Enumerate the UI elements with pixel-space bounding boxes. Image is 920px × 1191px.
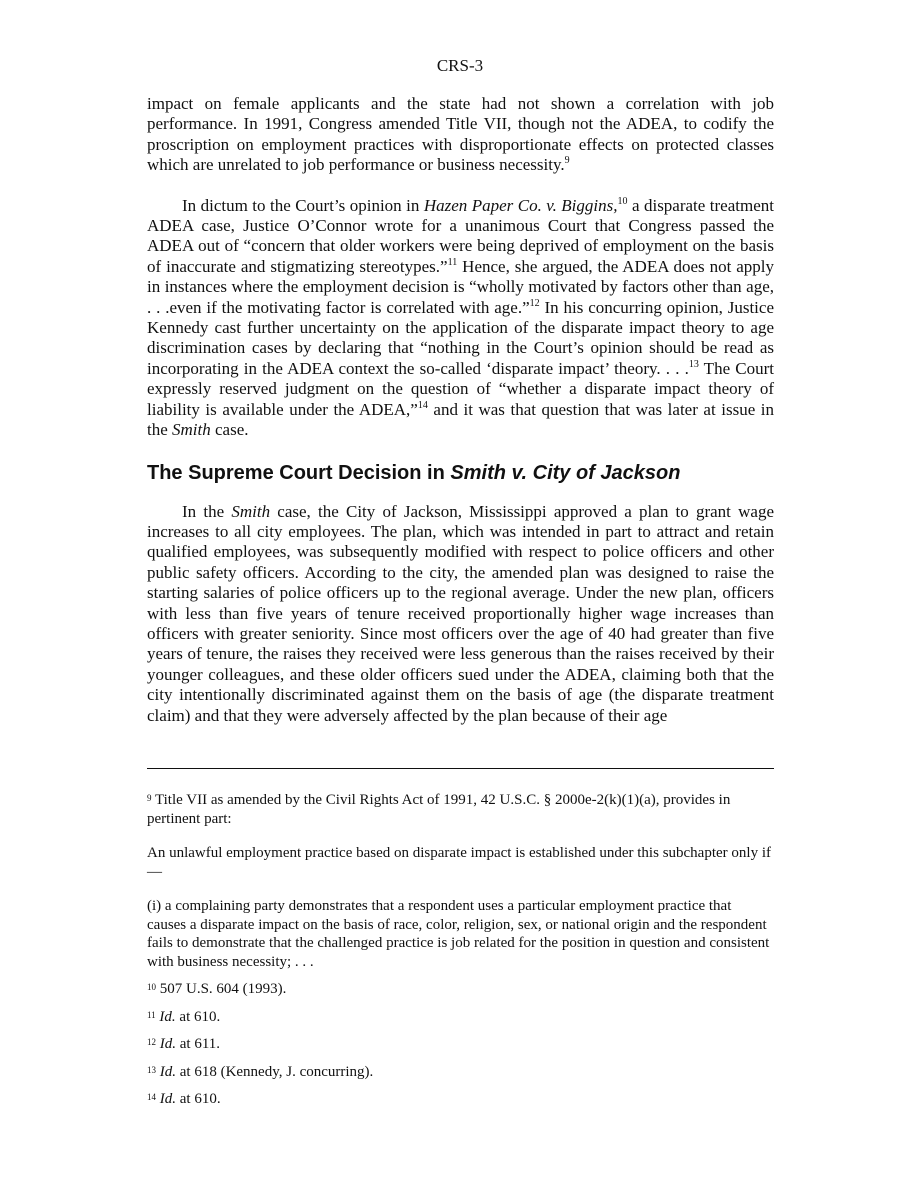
footnote-number: 14 xyxy=(147,1092,156,1102)
case-name-smith: Smith xyxy=(231,501,271,521)
footnote-divider xyxy=(147,768,774,769)
footnote-text: 507 U.S. 604 (1993). xyxy=(156,981,287,997)
footnote-text: at 618 (Kennedy, J. concurring). xyxy=(176,1063,374,1080)
heading-text: The Supreme Court Decision in xyxy=(147,461,451,484)
paragraph-text: impact on female applicants and the state had not shown a correlation with job performance. In 1991, Congress amended Title VII, though not the ADEA, to codify the proscription on employment practices with disproportionate effects on protected classes which are unrelated to job performance or business necessity. xyxy=(147,94,774,175)
footnote-quote-1: An unlawful employment practice based on disparate impact is established under this subchapter only if — xyxy=(147,845,771,880)
footnote-number: 9 xyxy=(147,793,152,803)
text-run: case. xyxy=(210,420,249,440)
footnote-ref-11: 11 xyxy=(447,256,458,268)
footnote-text: at 611. xyxy=(176,1036,221,1052)
footnote-number: 13 xyxy=(147,1064,156,1075)
text-run: The Court expressly reserved judgment on the question of “whether a disparate impact theory of liability is available under the ADEA,” xyxy=(147,358,774,419)
paragraph-hazen xyxy=(147,196,774,441)
page-number: CRS-3 xyxy=(436,56,484,75)
main-body xyxy=(147,94,774,726)
footnote-number: 11 xyxy=(147,1009,156,1020)
text-run: a disparate treatment ADEA case, Justice O’Connor wrote for a unanimous Court that Congress passed the ADEA out of “concern that older workers were being deprived of employment on the basis of inaccurate and stigmatizing stereotypes.” xyxy=(147,195,774,276)
text-run: and it was that question that was later at issue in the xyxy=(147,399,775,440)
footnote-id: Id. xyxy=(159,1091,176,1107)
footnote-12 xyxy=(147,1035,774,1054)
footnote-10 xyxy=(147,980,774,999)
footnote-number: 12 xyxy=(147,1037,156,1047)
paragraph-title-vii xyxy=(147,94,774,176)
footnote-id: Id. xyxy=(159,1063,176,1080)
text-run: In dictum to the Court’s opinion in xyxy=(182,195,424,215)
footnote-ref-12: 12 xyxy=(529,297,540,309)
footnote-id: Id. xyxy=(159,1008,176,1025)
footnote-number: 10 xyxy=(147,982,156,992)
footnote-13 xyxy=(147,1063,774,1082)
case-name-hazen: Hazen Paper Co. v. Biggins, xyxy=(423,195,618,215)
footnote-11 xyxy=(147,1008,774,1027)
heading-case-name: Smith v. City of Jackson xyxy=(450,461,681,484)
footnote-ref-13: 13 xyxy=(688,358,699,370)
text-run: Hence, she argued, the ADEA does not apply in instances where the employment decision is “wholly motivated by factors other than age, . . .even if the motivating factor is correlated with age.” xyxy=(147,256,775,317)
text-run: case, the City of Jackson, Mississippi approved a plan to grant wage increases to all city employees. The plan, which was intended in part to attract and retain qualified employees, was subsequently modified with respect to police officers and other public safety officers. According to the city, the amended plan was designed to raise the starting salaries of police officers up to the regional average. Under the new plan, officers with less than five years of tenure received proportionally higher wage increases than officers with greater seniority. Since most officers over the age of 40 had greater than five years of tenure, the raises they received were less generous than the raises received by their younger colleagues, and these older officers sued under the ADEA, claiming both that the city intentionally discriminated against them on the basis of age (the disparate treatment claim) and that they were adversely affected by the plan because of their age xyxy=(147,501,774,725)
footnote-text: at 610. xyxy=(176,1091,221,1107)
footnote-ref-9: 9 xyxy=(564,155,570,167)
paragraph-smith-case xyxy=(147,502,774,726)
footnote-ref-14: 14 xyxy=(417,399,428,411)
footnote-ref-10: 10 xyxy=(617,195,628,207)
case-name-smith: Smith xyxy=(172,420,211,440)
text-run: In his concurring opinion, Justice Kennedy cast further uncertainty on the application of the disparate impact theory to age discrimination cases by declaring that “nothing in the Court’s opinion should be read as incorporating in the ADEA context the so-called ‘disparate impact’ theory. . . . xyxy=(147,297,774,378)
footnote-id: Id. xyxy=(159,1036,176,1052)
footnote-text: Title VII as amended by the Civil Rights Act of 1991, 42 U.S.C. § 2000e-2(k)(1)(a), provides in pertinent part: xyxy=(147,792,731,827)
section-heading xyxy=(147,461,774,485)
footnote-14 xyxy=(147,1090,774,1109)
footnote-text: at 610. xyxy=(175,1008,221,1025)
footnotes xyxy=(147,791,774,1109)
footnote-9 xyxy=(147,791,774,828)
footnote-quote-2: (i) a complaining party demonstrates that a respondent uses a particular employment practice that causes a disparate impact on the basis of race, color, religion, sex, or national origin and the respondent fails to demonstrate that the challenged practice is job related for the position in question and consistent with business necessity; . . . xyxy=(147,898,770,970)
text-run: In the xyxy=(182,501,232,521)
